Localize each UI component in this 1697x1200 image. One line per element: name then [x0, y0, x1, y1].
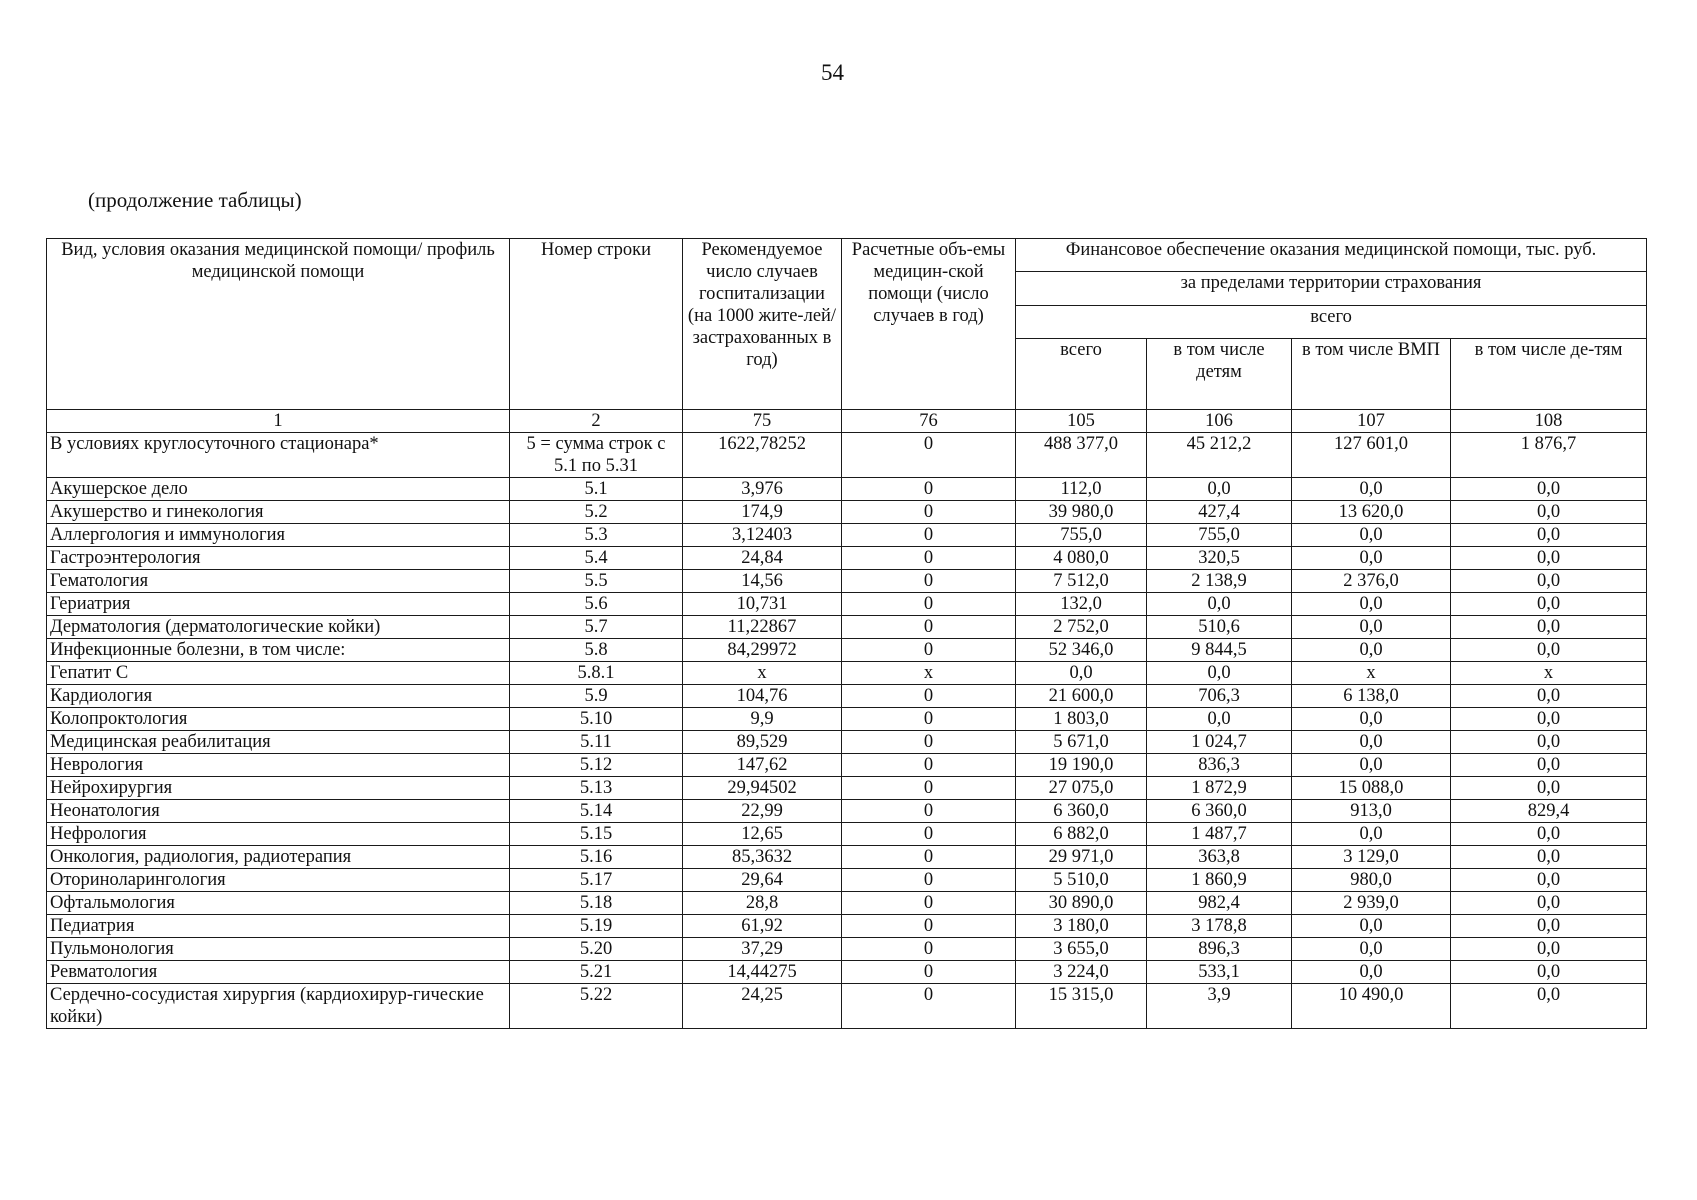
row-vmp: 0,0 — [1292, 547, 1451, 570]
row-total: 132,0 — [1016, 593, 1147, 616]
row-vmp-children: 1 876,7 — [1451, 433, 1647, 478]
row-vmp-children: 0,0 — [1451, 777, 1647, 800]
row-calculated-volume: 0 — [842, 685, 1016, 708]
table-row — [47, 616, 1647, 639]
row-profile-name: Пульмонология — [47, 938, 510, 961]
column-number: 75 — [683, 410, 842, 433]
row-calculated-volume: 0 — [842, 823, 1016, 846]
row-children: 45 212,2 — [1147, 433, 1292, 478]
row-profile-name: Нейрохирургия — [47, 777, 510, 800]
row-vmp: 980,0 — [1292, 869, 1451, 892]
header-calculated-volumes: Расчетные объ-емы медицин-ской помощи (число случаев в год) — [842, 239, 1016, 410]
row-vmp: 0,0 — [1292, 593, 1451, 616]
table-row — [47, 754, 1647, 777]
row-vmp: 0,0 — [1292, 731, 1451, 754]
row-recommended-cases: 3,976 — [683, 478, 842, 501]
table-row — [47, 570, 1647, 593]
row-children: 510,6 — [1147, 616, 1292, 639]
row-line-number: 5.14 — [510, 800, 683, 823]
row-vmp-children: 0,0 — [1451, 593, 1647, 616]
row-children: 533,1 — [1147, 961, 1292, 984]
row-children: 982,4 — [1147, 892, 1292, 915]
row-total: 488 377,0 — [1016, 433, 1147, 478]
row-total: 6 882,0 — [1016, 823, 1147, 846]
row-line-number: 5.8.1 — [510, 662, 683, 685]
row-total: 6 360,0 — [1016, 800, 1147, 823]
table-row — [47, 915, 1647, 938]
row-recommended-cases: 12,65 — [683, 823, 842, 846]
row-profile-name: Ревматология — [47, 961, 510, 984]
column-number: 105 — [1016, 410, 1147, 433]
row-vmp-children: 0,0 — [1451, 984, 1647, 1029]
row-calculated-volume: 0 — [842, 708, 1016, 731]
row-total: 3 180,0 — [1016, 915, 1147, 938]
row-total: 29 971,0 — [1016, 846, 1147, 869]
row-profile-name: Нефрология — [47, 823, 510, 846]
row-recommended-cases: 22,99 — [683, 800, 842, 823]
row-calculated-volume: 0 — [842, 777, 1016, 800]
row-line-number: 5.17 — [510, 869, 683, 892]
row-profile-name: Дерматология (дерматологические койки) — [47, 616, 510, 639]
table-caption: (продолжение таблицы) — [88, 188, 302, 212]
row-line-number: 5.18 — [510, 892, 683, 915]
row-profile-name: Педиатрия — [47, 915, 510, 938]
row-children: 363,8 — [1147, 846, 1292, 869]
row-vmp-children: 0,0 — [1451, 869, 1647, 892]
row-total: 15 315,0 — [1016, 984, 1147, 1029]
row-children: 2 138,9 — [1147, 570, 1292, 593]
row-vmp-children: 0,0 — [1451, 616, 1647, 639]
row-vmp: 0,0 — [1292, 616, 1451, 639]
row-line-number: 5.9 — [510, 685, 683, 708]
row-line-number: 5.21 — [510, 961, 683, 984]
row-calculated-volume: 0 — [842, 547, 1016, 570]
row-recommended-cases: 174,9 — [683, 501, 842, 524]
header-fin-total: всего — [1016, 305, 1647, 338]
row-total: 27 075,0 — [1016, 777, 1147, 800]
row-vmp: 3 129,0 — [1292, 846, 1451, 869]
row-profile-name: Акушерское дело — [47, 478, 510, 501]
row-recommended-cases: 24,25 — [683, 984, 842, 1029]
row-vmp-children: 0,0 — [1451, 731, 1647, 754]
row-recommended-cases: 85,3632 — [683, 846, 842, 869]
row-recommended-cases: 24,84 — [683, 547, 842, 570]
row-children: 427,4 — [1147, 501, 1292, 524]
row-calculated-volume: 0 — [842, 524, 1016, 547]
table-row — [47, 984, 1647, 1029]
table-row — [47, 433, 1647, 478]
row-profile-name: Оториноларингология — [47, 869, 510, 892]
row-calculated-volume: 0 — [842, 961, 1016, 984]
row-calculated-volume: x — [842, 662, 1016, 685]
row-calculated-volume: 0 — [842, 731, 1016, 754]
row-total: 39 980,0 — [1016, 501, 1147, 524]
row-children: 1 860,9 — [1147, 869, 1292, 892]
row-children: 896,3 — [1147, 938, 1292, 961]
table-row — [47, 593, 1647, 616]
row-vmp-children: 0,0 — [1451, 961, 1647, 984]
row-calculated-volume: 0 — [842, 570, 1016, 593]
row-total: 30 890,0 — [1016, 892, 1147, 915]
row-children: 0,0 — [1147, 708, 1292, 731]
table-row — [47, 708, 1647, 731]
row-recommended-cases: 11,22867 — [683, 616, 842, 639]
row-total: 755,0 — [1016, 524, 1147, 547]
row-profile-name: Неврология — [47, 754, 510, 777]
table-body — [47, 410, 1647, 1029]
row-calculated-volume: 0 — [842, 984, 1016, 1029]
column-numbers-row — [47, 410, 1647, 433]
row-line-number: 5.4 — [510, 547, 683, 570]
row-vmp-children: 0,0 — [1451, 501, 1647, 524]
row-recommended-cases: 14,44275 — [683, 961, 842, 984]
table-row — [47, 800, 1647, 823]
row-total: 5 510,0 — [1016, 869, 1147, 892]
row-line-number: 5.22 — [510, 984, 683, 1029]
row-recommended-cases: 84,29972 — [683, 639, 842, 662]
row-profile-name: Акушерство и гинекология — [47, 501, 510, 524]
row-profile-name: Онкология, радиология, радиотерапия — [47, 846, 510, 869]
row-vmp: 15 088,0 — [1292, 777, 1451, 800]
row-profile-name: Кардиология — [47, 685, 510, 708]
row-line-number: 5.16 — [510, 846, 683, 869]
row-line-number: 5.12 — [510, 754, 683, 777]
table-row — [47, 685, 1647, 708]
row-calculated-volume: 0 — [842, 892, 1016, 915]
row-profile-name: Неонатология — [47, 800, 510, 823]
row-line-number: 5.1 — [510, 478, 683, 501]
column-number: 107 — [1292, 410, 1451, 433]
row-vmp: 2 939,0 — [1292, 892, 1451, 915]
row-line-number: 5.13 — [510, 777, 683, 800]
column-number: 1 — [47, 410, 510, 433]
row-vmp-children: 0,0 — [1451, 524, 1647, 547]
row-total: 5 671,0 — [1016, 731, 1147, 754]
row-vmp-children: 0,0 — [1451, 823, 1647, 846]
row-recommended-cases: 29,94502 — [683, 777, 842, 800]
financing-table — [46, 238, 1647, 1029]
row-vmp: 0,0 — [1292, 938, 1451, 961]
table-row — [47, 938, 1647, 961]
row-vmp-children: 0,0 — [1451, 938, 1647, 961]
row-recommended-cases: 104,76 — [683, 685, 842, 708]
row-calculated-volume: 0 — [842, 800, 1016, 823]
row-line-number: 5.7 — [510, 616, 683, 639]
row-vmp: 6 138,0 — [1292, 685, 1451, 708]
row-profile-name: Сердечно-сосудистая хирургия (кардиохирур-гические койки) — [47, 984, 510, 1029]
row-children: 320,5 — [1147, 547, 1292, 570]
header-total: всего — [1016, 339, 1147, 410]
column-number: 106 — [1147, 410, 1292, 433]
row-children: 1 872,9 — [1147, 777, 1292, 800]
table-row — [47, 731, 1647, 754]
row-children: 9 844,5 — [1147, 639, 1292, 662]
row-vmp: 0,0 — [1292, 754, 1451, 777]
row-vmp: 127 601,0 — [1292, 433, 1451, 478]
row-recommended-cases: 29,64 — [683, 869, 842, 892]
row-vmp: 0,0 — [1292, 478, 1451, 501]
row-children: 0,0 — [1147, 662, 1292, 685]
header-children: в том числе детям — [1147, 339, 1292, 410]
row-line-number: 5.8 — [510, 639, 683, 662]
row-children: 706,3 — [1147, 685, 1292, 708]
row-recommended-cases: 28,8 — [683, 892, 842, 915]
row-children: 0,0 — [1147, 478, 1292, 501]
row-total: 21 600,0 — [1016, 685, 1147, 708]
row-vmp: 10 490,0 — [1292, 984, 1451, 1029]
row-calculated-volume: 0 — [842, 915, 1016, 938]
row-recommended-cases: 1622,78252 — [683, 433, 842, 478]
row-total: 19 190,0 — [1016, 754, 1147, 777]
row-vmp-children: 0,0 — [1451, 478, 1647, 501]
row-profile-name: Аллергология и иммунология — [47, 524, 510, 547]
table-row — [47, 777, 1647, 800]
row-profile-name: Инфекционные болезни, в том числе: — [47, 639, 510, 662]
row-line-number: 5.20 — [510, 938, 683, 961]
table-row — [47, 846, 1647, 869]
row-recommended-cases: 9,9 — [683, 708, 842, 731]
row-line-number: 5.15 — [510, 823, 683, 846]
row-children: 1 487,7 — [1147, 823, 1292, 846]
row-profile-name: В условиях круглосуточного стационара* — [47, 433, 510, 478]
row-recommended-cases: 61,92 — [683, 915, 842, 938]
row-vmp-children: x — [1451, 662, 1647, 685]
table-row — [47, 547, 1647, 570]
row-total: 3 655,0 — [1016, 938, 1147, 961]
row-vmp: 13 620,0 — [1292, 501, 1451, 524]
table-row — [47, 501, 1647, 524]
row-children: 1 024,7 — [1147, 731, 1292, 754]
header-recommended-cases: Рекомендуемое число случаев госпитализации (на 1000 жите-лей/ застрахованных в год) — [683, 239, 842, 410]
page-number: 54 — [821, 60, 844, 85]
row-vmp: 913,0 — [1292, 800, 1451, 823]
row-children: 3,9 — [1147, 984, 1292, 1029]
table-header — [47, 239, 1647, 410]
row-children: 6 360,0 — [1147, 800, 1292, 823]
header-line-number: Номер строки — [510, 239, 683, 410]
row-profile-name: Офтальмология — [47, 892, 510, 915]
row-vmp-children: 0,0 — [1451, 892, 1647, 915]
row-vmp: 0,0 — [1292, 524, 1451, 547]
row-total: 4 080,0 — [1016, 547, 1147, 570]
row-calculated-volume: 0 — [842, 869, 1016, 892]
header-vmp: в том числе ВМП — [1292, 339, 1451, 410]
table-row — [47, 869, 1647, 892]
header-outside-territory: за пределами территории страхования — [1016, 272, 1647, 305]
row-vmp-children: 0,0 — [1451, 915, 1647, 938]
row-vmp: 0,0 — [1292, 639, 1451, 662]
row-children: 755,0 — [1147, 524, 1292, 547]
row-calculated-volume: 0 — [842, 478, 1016, 501]
table-row — [47, 662, 1647, 685]
row-total: 2 752,0 — [1016, 616, 1147, 639]
row-total: 112,0 — [1016, 478, 1147, 501]
row-line-number: 5.2 — [510, 501, 683, 524]
row-calculated-volume: 0 — [842, 938, 1016, 961]
row-total: 7 512,0 — [1016, 570, 1147, 593]
table-row — [47, 892, 1647, 915]
row-calculated-volume: 0 — [842, 593, 1016, 616]
header-profile: Вид, условия оказания медицинской помощи/ профиль медицинской помощи — [47, 239, 510, 410]
row-profile-name: Гепатит С — [47, 662, 510, 685]
row-total: 1 803,0 — [1016, 708, 1147, 731]
row-vmp-children: 0,0 — [1451, 639, 1647, 662]
row-recommended-cases: 89,529 — [683, 731, 842, 754]
row-total: 3 224,0 — [1016, 961, 1147, 984]
column-number: 76 — [842, 410, 1016, 433]
row-calculated-volume: 0 — [842, 846, 1016, 869]
row-children: 0,0 — [1147, 593, 1292, 616]
row-children: 836,3 — [1147, 754, 1292, 777]
row-recommended-cases: x — [683, 662, 842, 685]
table-row — [47, 639, 1647, 662]
row-line-number: 5.3 — [510, 524, 683, 547]
table-row — [47, 478, 1647, 501]
header-financing: Финансовое обеспечение оказания медицинской помощи, тыс. руб. — [1016, 239, 1647, 272]
column-number: 108 — [1451, 410, 1647, 433]
row-recommended-cases: 147,62 — [683, 754, 842, 777]
row-line-number: 5 = сумма строк с 5.1 по 5.31 — [510, 433, 683, 478]
row-profile-name: Гериатрия — [47, 593, 510, 616]
row-vmp: 0,0 — [1292, 915, 1451, 938]
row-vmp: x — [1292, 662, 1451, 685]
row-recommended-cases: 3,12403 — [683, 524, 842, 547]
row-calculated-volume: 0 — [842, 501, 1016, 524]
row-vmp-children: 829,4 — [1451, 800, 1647, 823]
row-line-number: 5.11 — [510, 731, 683, 754]
row-vmp-children: 0,0 — [1451, 754, 1647, 777]
row-vmp: 0,0 — [1292, 823, 1451, 846]
row-vmp-children: 0,0 — [1451, 547, 1647, 570]
row-line-number: 5.19 — [510, 915, 683, 938]
row-line-number: 5.10 — [510, 708, 683, 731]
row-recommended-cases: 10,731 — [683, 593, 842, 616]
row-total: 52 346,0 — [1016, 639, 1147, 662]
row-vmp-children: 0,0 — [1451, 685, 1647, 708]
row-children: 3 178,8 — [1147, 915, 1292, 938]
table-row — [47, 961, 1647, 984]
row-total: 0,0 — [1016, 662, 1147, 685]
row-vmp-children: 0,0 — [1451, 708, 1647, 731]
row-calculated-volume: 0 — [842, 754, 1016, 777]
row-calculated-volume: 0 — [842, 616, 1016, 639]
row-recommended-cases: 14,56 — [683, 570, 842, 593]
header-vmp-children: в том числе де-тям — [1451, 339, 1647, 410]
row-profile-name: Медицинская реабилитация — [47, 731, 510, 754]
row-vmp: 0,0 — [1292, 708, 1451, 731]
row-line-number: 5.6 — [510, 593, 683, 616]
row-calculated-volume: 0 — [842, 639, 1016, 662]
row-profile-name: Колопроктология — [47, 708, 510, 731]
row-profile-name: Гематология — [47, 570, 510, 593]
row-calculated-volume: 0 — [842, 433, 1016, 478]
row-line-number: 5.5 — [510, 570, 683, 593]
table-row — [47, 823, 1647, 846]
column-number: 2 — [510, 410, 683, 433]
row-recommended-cases: 37,29 — [683, 938, 842, 961]
row-profile-name: Гастроэнтерология — [47, 547, 510, 570]
row-vmp-children: 0,0 — [1451, 570, 1647, 593]
row-vmp-children: 0,0 — [1451, 846, 1647, 869]
row-vmp: 0,0 — [1292, 961, 1451, 984]
row-vmp: 2 376,0 — [1292, 570, 1451, 593]
table-row — [47, 524, 1647, 547]
